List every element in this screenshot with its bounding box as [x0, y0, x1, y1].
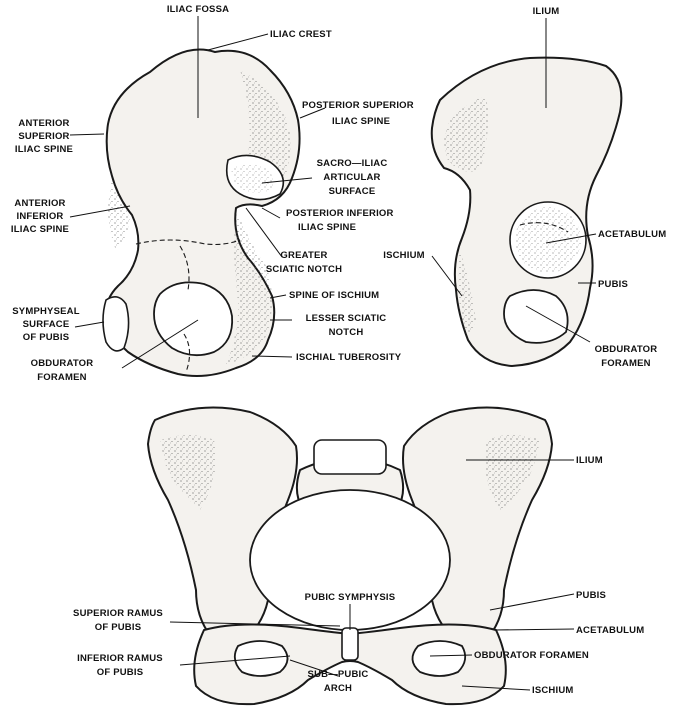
label-ilium-anterior: ILIUM: [576, 455, 603, 466]
label-sacroiliac-line-3: SURFACE: [328, 186, 376, 197]
label-asis-line-1: ANTERIOR: [18, 118, 70, 129]
label-greater-sciatic-line-1: GREATER: [280, 250, 328, 261]
label-sacroiliac-line-1: SACRO—ILIAC: [316, 158, 388, 169]
label-obdurator-foramen-anterior: OBDURATOR FORAMEN: [474, 650, 589, 661]
label-obdurator-oblique-line-1: OBDURATOR: [594, 344, 658, 355]
label-symphyseal-line-1: SYMPHYSEAL: [12, 306, 80, 317]
label-piis-line-1: POSTERIOR INFERIOR: [286, 208, 394, 219]
label-obdurator-line-2: FORAMEN: [37, 372, 87, 383]
label-greater-sciatic-line-2: SCIATIC NOTCH: [265, 264, 343, 275]
label-pubis-oblique: PUBIS: [598, 279, 629, 290]
label-aiis-line-3: ILIAC SPINE: [10, 224, 70, 235]
label-subpubic-line-1: SUB—PUBIC: [307, 669, 369, 680]
label-inferior-ramus-line-2: OF PUBIS: [96, 667, 144, 678]
label-ischium-anterior: ISCHIUM: [532, 685, 574, 696]
label-obdurator-line-1: OBDURATOR: [30, 358, 94, 369]
label-pubis-anterior: PUBIS: [576, 590, 607, 601]
label-aiis-line-1: ANTERIOR: [14, 198, 66, 209]
label-acetabulum-anterior: ACETABULUM: [576, 625, 645, 636]
label-spine-of-ischium: SPINE OF ISCHIUM: [289, 290, 380, 301]
label-psis-line-2: ILIAC SPINE: [332, 116, 391, 127]
label-piis-line-2: ILIAC SPINE: [298, 222, 357, 233]
label-symphyseal-line-2: SURFACE: [22, 319, 70, 330]
label-inferior-ramus-line-1: INFERIOR RAMUS: [77, 653, 163, 664]
label-obdurator-oblique-line-2: FORAMEN: [601, 358, 651, 369]
label-iliac-crest: ILIAC CREST: [270, 29, 332, 40]
label-aiis-line-2: INFERIOR: [16, 211, 64, 222]
label-lesser-sciatic-line-1: LESSER SCIATIC: [305, 313, 387, 324]
label-iliac-fossa: ILIAC FOSSA: [166, 4, 230, 15]
label-subpubic-line-2: ARCH: [323, 683, 353, 694]
label-superior-ramus-line-1: SUPERIOR RAMUS: [73, 608, 163, 619]
label-ischial-tuberosity: ISCHIAL TUBEROSITY: [296, 352, 402, 363]
label-symphyseal-line-3: OF PUBIS: [22, 332, 70, 343]
label-acetabulum-oblique: ACETABULUM: [598, 229, 667, 240]
oblique-hip-bone-drawing: [432, 58, 622, 366]
label-sacroiliac-line-2: ARTICULAR: [323, 172, 381, 183]
label-ischium-oblique: ISCHIUM: [383, 250, 425, 261]
label-lesser-sciatic-line-2: NOTCH: [328, 327, 364, 338]
label-asis-line-2: SUPERIOR: [18, 131, 70, 142]
label-psis-line-1: POSTERIOR SUPERIOR: [302, 100, 414, 111]
label-superior-ramus-line-2: OF PUBIS: [94, 622, 142, 633]
label-asis-line-3: ILIAC SPINE: [14, 144, 74, 155]
label-pubic-symphysis: PUBIC SYMPHYSIS: [304, 592, 396, 603]
label-ilium-oblique: ILIUM: [532, 6, 560, 17]
